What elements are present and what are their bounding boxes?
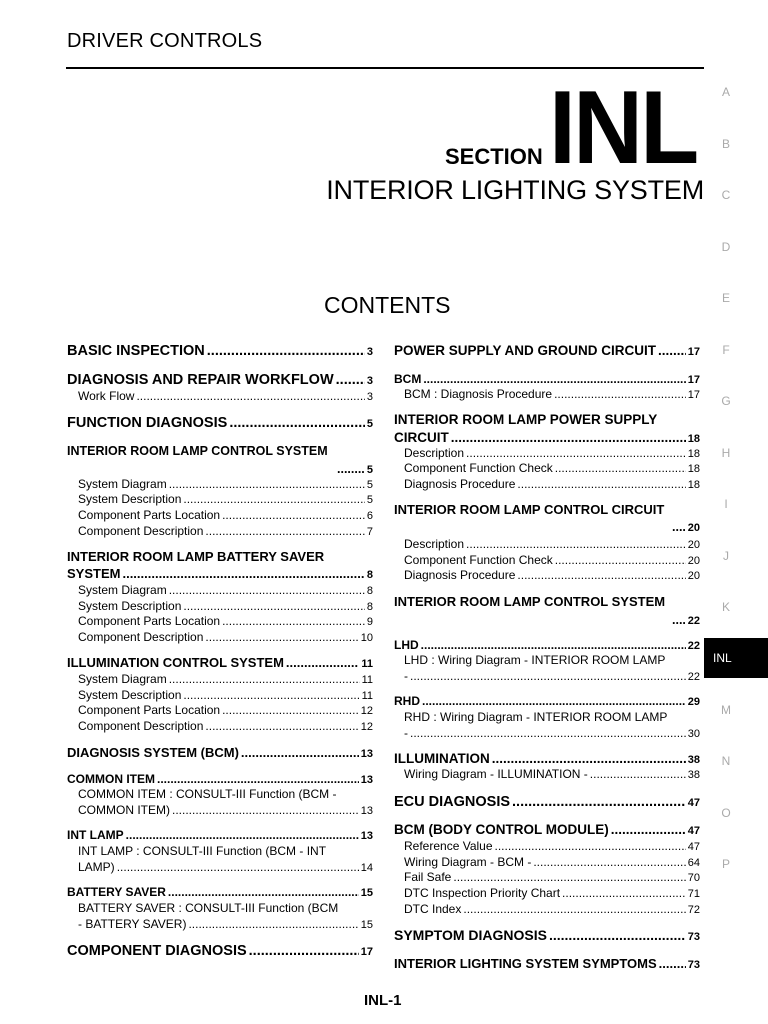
toc-entry-page: 3 xyxy=(366,346,373,358)
toc-entry[interactable] xyxy=(78,389,373,403)
toc-entry[interactable] xyxy=(67,372,373,388)
toc-entry[interactable] xyxy=(67,828,373,842)
toc-entry-text[interactable]: INTERIOR ROOM LAMP CONTROL CIRCUIT xyxy=(394,502,665,517)
toc-entry-text: Fail Safe xyxy=(404,870,452,884)
toc-entry-page: 71 xyxy=(687,888,700,900)
toc-entry-text: INT LAMP xyxy=(67,828,124,842)
toc-entry-text: BASIC INSPECTION xyxy=(67,343,205,359)
toc-entry[interactable] xyxy=(404,537,700,551)
toc-entry-text: DIAGNOSIS SYSTEM (BCM) xyxy=(67,745,239,760)
toc-entry-page: 20 xyxy=(687,522,700,534)
toc-entry-page: 12 xyxy=(360,721,373,733)
toc-entry-page: 47 xyxy=(687,797,700,809)
toc-entry-text: Component Parts Location xyxy=(78,703,221,717)
toc-entry-page: 15 xyxy=(360,919,373,931)
toc-entry-text: ILLUMINATION CONTROL SYSTEM xyxy=(67,655,284,670)
toc-entry-page: 20 xyxy=(687,539,700,551)
toc-entry-text[interactable]: INTERIOR ROOM LAMP CONTROL SYSTEM xyxy=(67,444,328,458)
toc-entry[interactable] xyxy=(670,613,700,627)
toc-entry-text: Reference Value xyxy=(404,839,493,853)
running-header-title: DRIVER CONTROLS xyxy=(67,30,263,52)
toc-entry[interactable] xyxy=(78,492,373,506)
toc-entry-page: 17 xyxy=(687,374,700,386)
toc-entry-text: INTERIOR LIGHTING SYSTEM SYMPTOMS xyxy=(394,956,657,971)
toc-entry-text: System Diagram xyxy=(78,477,167,491)
toc-entry-page: 7 xyxy=(366,526,373,538)
toc-entry-text: POWER SUPPLY AND GROUND CIRCUIT xyxy=(394,343,657,358)
toc-entry-page: 5 xyxy=(366,464,373,476)
toc-entry[interactable] xyxy=(78,614,373,628)
toc-entry[interactable] xyxy=(394,956,700,971)
toc-entry[interactable] xyxy=(78,672,373,686)
toc-entry[interactable] xyxy=(67,943,373,959)
toc-entry[interactable] xyxy=(394,638,700,652)
toc-entry[interactable] xyxy=(78,917,373,931)
thumb-index-letter[interactable]: O xyxy=(721,806,731,820)
toc-entry-page: 12 xyxy=(360,705,373,717)
toc-entry-page: 3 xyxy=(366,375,373,387)
toc-entry-page: 9 xyxy=(366,616,373,628)
toc-entry[interactable] xyxy=(78,599,373,613)
thumb-index-letter[interactable]: E xyxy=(721,291,730,305)
toc-entry-text: - xyxy=(404,726,408,740)
toc-entry-text: DTC Inspection Priority Chart xyxy=(404,886,561,900)
toc-entry[interactable] xyxy=(394,372,700,386)
toc-entry[interactable] xyxy=(394,822,700,837)
toc-entry-page: 8 xyxy=(366,601,373,613)
thumb-index-letter[interactable]: N xyxy=(721,754,731,768)
toc-entry-page: 18 xyxy=(687,433,700,445)
toc-entry-text: LHD xyxy=(394,638,419,652)
toc-entry-text: Component Description xyxy=(78,630,204,644)
toc-entry[interactable] xyxy=(67,566,373,581)
toc-entry-page: 8 xyxy=(366,569,373,581)
section-label: SECTION xyxy=(445,144,543,169)
toc-entry[interactable] xyxy=(404,902,700,916)
thumb-index-letter[interactable]: G xyxy=(721,394,731,408)
toc-entry-text: Component Description xyxy=(78,719,204,733)
toc-entry-text: System Description xyxy=(78,688,182,702)
toc-entry-text: Wiring Diagram - BCM - xyxy=(404,855,532,869)
toc-entry[interactable] xyxy=(67,343,373,359)
toc-entry-page: 72 xyxy=(687,904,700,916)
thumb-index-letter[interactable]: H xyxy=(721,446,731,460)
thumb-index-letter[interactable]: C xyxy=(721,188,731,202)
toc-entry-text: BCM xyxy=(394,372,422,386)
toc-entry-page: 11 xyxy=(361,690,373,702)
toc-entry-page: 30 xyxy=(687,728,700,740)
toc-entry-page: 13 xyxy=(360,748,373,760)
page-number: INL-1 xyxy=(364,992,402,1009)
toc-entry-text: DTC Index xyxy=(404,902,462,916)
active-section-tab-label: INL xyxy=(713,651,732,665)
toc-entry-text: LAMP) xyxy=(78,860,115,874)
toc-entry[interactable] xyxy=(67,415,373,431)
toc-entry-text: Component Parts Location xyxy=(78,614,221,628)
toc-entry-text: Component Description xyxy=(78,524,204,538)
toc-entry-text: Wiring Diagram - ILLUMINATION - xyxy=(404,767,588,781)
section-code: INL xyxy=(549,70,697,186)
toc-entry-text: Diagnosis Procedure xyxy=(404,477,516,491)
toc-entry-page: 20 xyxy=(687,570,700,582)
toc-entry-text: SYSTEM xyxy=(67,566,121,581)
toc-entry[interactable] xyxy=(78,860,373,874)
toc-entry-text: Component Function Check xyxy=(404,553,553,567)
contents-heading: CONTENTS xyxy=(324,292,451,318)
thumb-index-letter[interactable]: D xyxy=(721,240,731,254)
toc-entry-text: BCM (BODY CONTROL MODULE) xyxy=(394,822,609,837)
toc-entry[interactable] xyxy=(404,855,700,869)
toc-entry-text[interactable]: INT LAMP : CONSULT-III Function (BCM - INT xyxy=(78,844,327,858)
toc-entry-text: Component Function Check xyxy=(404,461,553,475)
toc-entry-page: 5 xyxy=(366,418,373,430)
toc-entry-text: BATTERY SAVER xyxy=(67,885,166,899)
toc-entry-page: 38 xyxy=(687,754,700,766)
toc-entry-text: - xyxy=(404,669,408,683)
toc-entry[interactable] xyxy=(404,870,700,884)
toc-entry[interactable] xyxy=(394,751,700,766)
toc-entry[interactable] xyxy=(404,886,700,900)
toc-entry-text: Component Parts Location xyxy=(78,508,221,522)
toc-entry-page: 64 xyxy=(687,857,700,869)
toc-entry-page: 14 xyxy=(360,862,373,874)
toc-entry-page: 13 xyxy=(360,774,373,786)
toc-entry-page: 17 xyxy=(687,389,700,401)
toc-entry[interactable] xyxy=(67,745,373,760)
toc-entry[interactable] xyxy=(394,694,700,708)
toc-entry-page: 22 xyxy=(687,640,700,652)
toc-entry[interactable] xyxy=(78,524,373,538)
toc-entry-text: DIAGNOSIS AND REPAIR WORKFLOW xyxy=(67,372,334,388)
toc-entry-page: 18 xyxy=(687,479,700,491)
thumb-index-letter[interactable]: A xyxy=(721,85,730,99)
thumb-index-letter[interactable]: B xyxy=(721,137,730,151)
toc-entry[interactable] xyxy=(78,703,373,717)
section-name: INTERIOR LIGHTING SYSTEM xyxy=(326,175,704,205)
toc-entry-text[interactable]: INTERIOR ROOM LAMP POWER SUPPLY xyxy=(394,412,658,427)
thumb-index-letter[interactable]: I xyxy=(724,497,728,511)
toc-entry[interactable] xyxy=(394,794,700,810)
toc-entry-page: 13 xyxy=(360,805,373,817)
toc-entry-page: 11 xyxy=(361,658,373,670)
toc-entry[interactable] xyxy=(670,520,700,534)
toc-entry-text: Description xyxy=(404,446,465,460)
toc-entry[interactable] xyxy=(78,508,373,522)
active-section-tab[interactable] xyxy=(704,638,768,678)
toc-entry-text[interactable]: INTERIOR ROOM LAMP CONTROL SYSTEM xyxy=(394,594,666,609)
toc-entry-text: CIRCUIT xyxy=(394,430,449,445)
toc-entry-text: Diagnosis Procedure xyxy=(404,568,516,582)
toc-entry-page: 17 xyxy=(360,946,373,958)
toc-entry[interactable] xyxy=(394,927,700,943)
toc-entry-text: FUNCTION DIAGNOSIS xyxy=(67,415,228,431)
toc-entry-text: SYMPTOM DIAGNOSIS xyxy=(394,927,547,943)
toc-entry-text[interactable]: BATTERY SAVER : CONSULT-III Function (BCM xyxy=(78,901,339,915)
toc-entry-text[interactable]: COMMON ITEM : CONSULT-III Function (BCM - xyxy=(78,787,337,801)
toc-entry-page: 70 xyxy=(687,872,700,884)
toc-entry-text: ECU DIAGNOSIS xyxy=(394,794,511,810)
toc-entry[interactable] xyxy=(78,803,373,817)
thumb-index-letter[interactable]: K xyxy=(721,600,730,614)
toc-entry-page: 5 xyxy=(366,479,373,491)
toc-entry-page: 38 xyxy=(687,769,700,781)
toc-entry-page: 15 xyxy=(360,887,373,899)
toc-entry-page: 5 xyxy=(366,494,373,506)
toc-entry-page: 10 xyxy=(360,632,373,644)
toc-entry[interactable] xyxy=(404,553,700,567)
toc-entry-page: 20 xyxy=(687,555,700,567)
toc-entry-page: 47 xyxy=(687,825,700,837)
toc-entry-page: 22 xyxy=(687,615,700,627)
toc-entry-page: 3 xyxy=(366,391,373,403)
toc-entry-page: 18 xyxy=(687,463,700,475)
toc-entry[interactable] xyxy=(78,583,373,597)
toc-entry-text: System Description xyxy=(78,492,182,506)
toc-entry[interactable] xyxy=(404,446,700,460)
toc-entry-text: COMMON ITEM) xyxy=(78,803,170,817)
toc-entry-text[interactable]: RHD : Wiring Diagram - INTERIOR ROOM LAMP xyxy=(404,710,668,724)
toc-entry-page: 18 xyxy=(687,448,700,460)
thumb-index-letter[interactable]: M xyxy=(721,703,731,717)
toc-entry[interactable] xyxy=(78,477,373,491)
toc-entry-text: System Diagram xyxy=(78,672,167,686)
toc-entry[interactable] xyxy=(335,462,373,476)
toc-entry-text: Description xyxy=(404,537,465,551)
thumb-index-letter[interactable]: J xyxy=(723,549,729,563)
toc-entry[interactable] xyxy=(78,630,373,644)
toc-entry-text: BCM : Diagnosis Procedure xyxy=(404,387,553,401)
toc-entry[interactable] xyxy=(78,719,373,733)
toc-entry-text: RHD xyxy=(394,694,420,708)
toc-entry-text: Work Flow xyxy=(78,389,135,403)
toc-entry[interactable] xyxy=(404,461,700,475)
toc-entry-page: 13 xyxy=(360,830,373,842)
toc-entry[interactable] xyxy=(67,885,373,899)
toc-entry-text: System Diagram xyxy=(78,583,167,597)
toc-entry[interactable] xyxy=(67,772,373,786)
toc-entry-page: 17 xyxy=(687,346,700,358)
thumb-index-letter[interactable]: P xyxy=(721,857,730,871)
toc-entry-text[interactable]: LHD : Wiring Diagram - INTERIOR ROOM LAMP xyxy=(404,653,666,667)
toc-entry-page: 29 xyxy=(687,696,700,708)
toc-entry-text: COMMON ITEM xyxy=(67,772,155,786)
toc-entry[interactable] xyxy=(67,655,373,670)
toc-entry[interactable] xyxy=(404,767,700,781)
toc-entry[interactable] xyxy=(404,477,700,491)
toc-entry-page: 22 xyxy=(687,671,700,683)
toc-entry-text: System Description xyxy=(78,599,182,613)
toc-entry[interactable] xyxy=(404,387,700,401)
thumb-index-letter[interactable]: F xyxy=(722,343,730,357)
toc-entry[interactable] xyxy=(404,669,700,683)
toc-entry[interactable] xyxy=(404,839,700,853)
toc-entry-page: 6 xyxy=(366,510,373,522)
toc-entry-page: 11 xyxy=(361,674,373,686)
toc-entry-page: 47 xyxy=(687,841,700,853)
toc-entry-text: - BATTERY SAVER) xyxy=(78,917,187,931)
toc-entry[interactable] xyxy=(404,568,700,582)
toc-entry-text: COMPONENT DIAGNOSIS xyxy=(67,943,247,959)
toc-entry-page: 73 xyxy=(687,959,700,971)
toc-entry[interactable] xyxy=(394,343,700,358)
toc-entry[interactable] xyxy=(394,430,700,445)
toc-entry-page: 8 xyxy=(366,585,373,597)
toc-entry-text[interactable]: INTERIOR ROOM LAMP BATTERY SAVER xyxy=(67,549,325,564)
toc-entry-page: 73 xyxy=(687,931,700,943)
header-divider xyxy=(66,67,704,69)
toc-entry[interactable] xyxy=(78,688,373,702)
toc-entry-text: ILLUMINATION xyxy=(394,751,490,766)
toc-entry[interactable] xyxy=(404,726,700,740)
